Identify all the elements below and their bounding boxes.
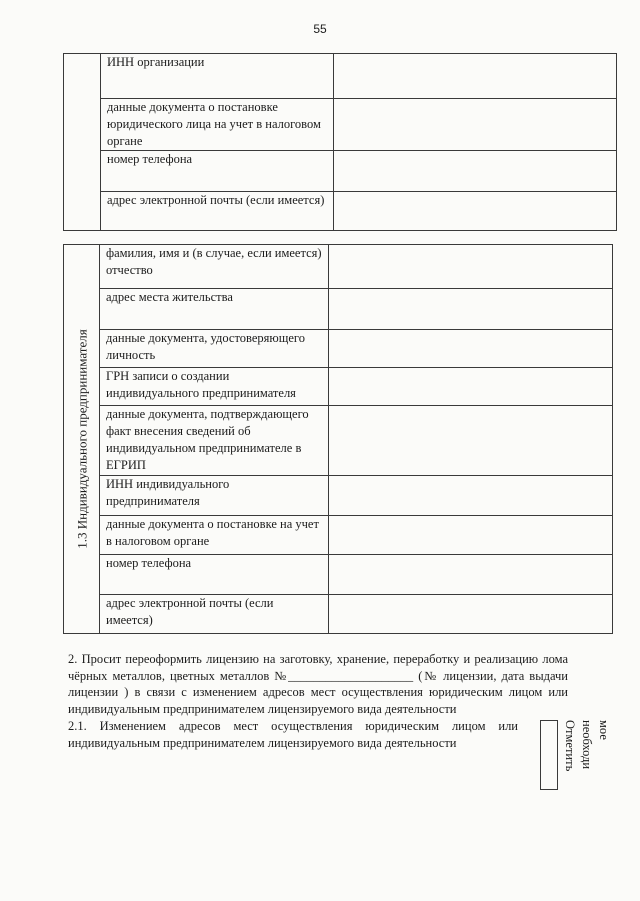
table-row <box>64 406 613 475</box>
residence-address-field[interactable] <box>329 289 613 330</box>
table-side-cell <box>64 54 101 231</box>
mark-note-line-3: мое <box>597 720 611 740</box>
table-row <box>64 54 617 99</box>
table-row <box>64 330 613 368</box>
section-2-1-paragraph: 2.1. Изменением адресов мест осуществления юридическим лицом или индивидуальным предпринимателем лицензируемого вида деятельности <box>68 719 518 750</box>
table-row <box>64 192 617 231</box>
email-field[interactable] <box>334 192 617 231</box>
table-row <box>64 515 613 554</box>
tax-registration-field[interactable] <box>329 515 613 554</box>
tax-registration-document-field[interactable] <box>334 99 617 151</box>
row-label: номер телефона <box>100 554 329 594</box>
table-row <box>64 289 613 330</box>
row-label: адрес электронной почты (если имеется) <box>100 594 329 633</box>
section-side-label: 1.3 Индивидуального предпринимателя <box>74 329 89 549</box>
mark-note-line-2: необходи <box>580 720 594 770</box>
identity-document-field[interactable] <box>329 330 613 368</box>
section-2-paragraph: 2. Просит переоформить лицензию на заготовку, хранение, переработку и реализацию лома чёрных металлов, цветных металлов №____________________ (№ лицензии, дата выдачи лицензии ) в связи с изменением адресов мест осуществления юридическим лицом или индивидуальным предпринимателем лицензируемого вида деятельности <box>68 652 568 716</box>
table-row <box>64 368 613 406</box>
row-label: данные документа, удостоверяющего личность <box>100 330 329 368</box>
inn-organization-field[interactable] <box>334 54 617 99</box>
row-label: номер телефона <box>101 151 334 192</box>
ip-phone-number-field[interactable] <box>329 554 613 594</box>
grn-record-field[interactable] <box>329 368 613 406</box>
mark-note-line-1: Отметить <box>563 720 577 772</box>
section-side-label-cell <box>64 245 100 634</box>
row-label: данные документа, подтверждающего факт внесения сведений об индивидуальном предпринимателе в ЕГРИП <box>100 406 329 475</box>
full-name-field[interactable] <box>329 245 613 289</box>
row-label: адрес места жительства <box>100 289 329 330</box>
table-row <box>64 554 613 594</box>
row-label: адрес электронной почты (если имеется) <box>101 192 334 231</box>
table-row <box>64 99 617 151</box>
organization-details-table <box>63 53 617 231</box>
row-label: ИНН индивидуального предпринимателя <box>100 475 329 515</box>
row-label: ИНН организации <box>101 54 334 99</box>
row-label: фамилия, имя и (в случае, если имеется) отчество <box>100 245 329 289</box>
individual-entrepreneur-table <box>63 244 613 634</box>
table-row <box>64 594 613 633</box>
ip-email-field[interactable] <box>329 594 613 633</box>
table-row <box>64 245 613 289</box>
row-label: данные документа о постановке на учет в налоговом органе <box>100 515 329 554</box>
row-label: ГРН записи о создании индивидуального предпринимателя <box>100 368 329 406</box>
inn-entrepreneur-field[interactable] <box>329 475 613 515</box>
row-label: данные документа о постановке юридического лица на учет в налоговом органе <box>101 99 334 151</box>
phone-number-field[interactable] <box>334 151 617 192</box>
page-number: 55 <box>313 22 327 36</box>
table-row <box>64 151 617 192</box>
mark-checkbox[interactable] <box>540 720 558 790</box>
egrip-document-field[interactable] <box>329 406 613 475</box>
mark-note <box>563 720 613 800</box>
table-row <box>64 475 613 515</box>
